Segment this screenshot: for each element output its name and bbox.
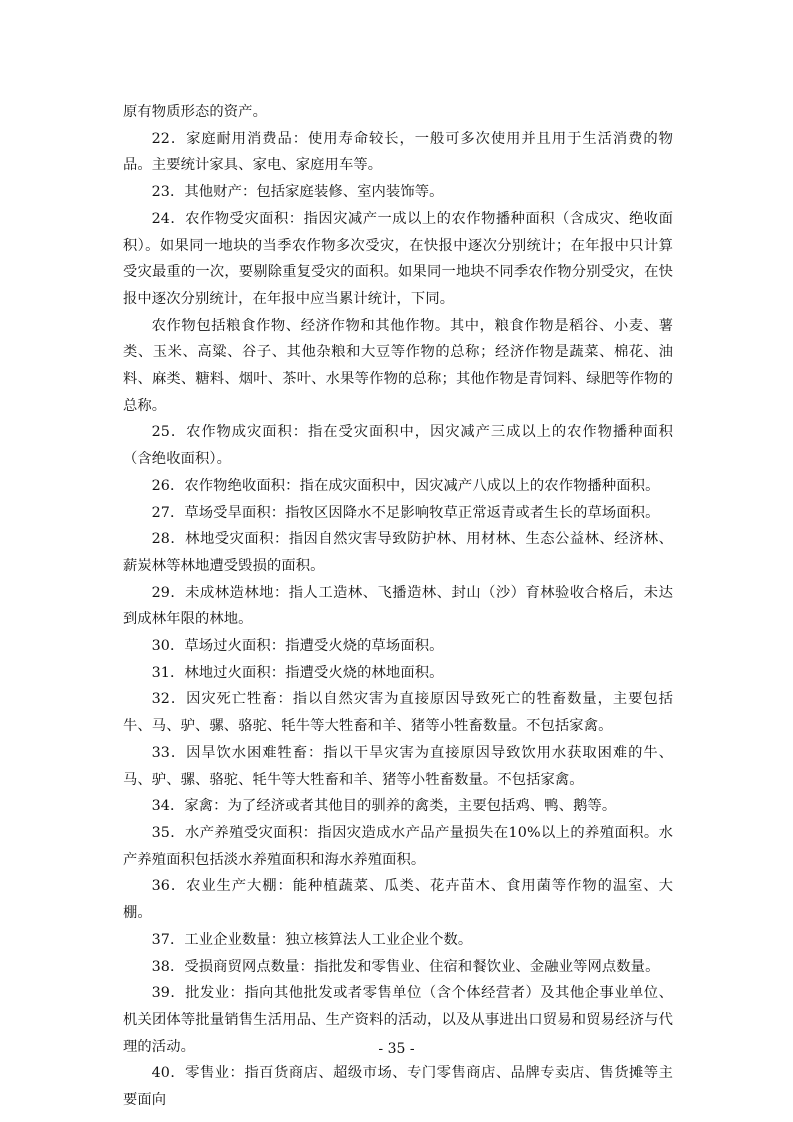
- paragraph: 22．家庭耐用消费品：使用寿命较长，一般可多次使用并且用于生活消费的物品。主要统计家具、家电、家庭用车等。: [123, 130, 673, 174]
- paragraph: 38．受损商贸网点数量：指批发和零售业、住宿和餐饮业、金融业等网点数量。: [151, 958, 660, 975]
- paragraph: 农作物包括粮食作物、经济作物和其他作物。其中，粮食作物是稻谷、小麦、薯类、玉米、高粱、谷子、其他杂粮和大豆等作物的总称；经济作物是蔬菜、棉花、油料、麻类、糖料、烟叶、茶叶、水果等作物的总称；其他作物是青饲料、绿肥等作物的总称。: [123, 317, 673, 414]
- paragraph: 32．因灾死亡牲畜：指以自然灾害为直接原因导致死亡的牲畜数量，主要包括牛、马、驴、骡、骆驼、牦牛等大牲畜和羊、猪等小牲畜数量。不包括家禽。: [123, 691, 673, 735]
- paragraph: 34．家禽：为了经济或者其他目的驯养的禽类，主要包括鸡、鸭、鹅等。: [151, 798, 617, 815]
- page-number: - 35 -: [378, 1041, 415, 1057]
- paragraph: 29．未成林造林地：指人工造林、飞播造林、封山（沙）育林验收合格后，未达到成林年限的林地。: [123, 584, 673, 628]
- paragraph: 35．水产养殖受灾面积：指因灾造成水产品产量损失在10%以上的养殖面积。水产养殖面积包括淡水养殖面积和海水养殖面积。: [123, 824, 673, 868]
- paragraph: 24．农作物受灾面积：指因灾减产一成以上的农作物播种面积（含成灾、绝收面积）。如果同一地块的当季农作物多次受灾，在快报中逐次分别统计；在年报中只计算受灾最重的一次，要剔除重复受灾的面积。如果同一地块不同季农作物分别受灾，在快报中逐次分别统计，在年报中应当累计统计，下同。: [123, 210, 673, 307]
- paragraph: 26．农作物绝收面积：指在成灾面积中，因灾减产八成以上的农作物播种面积。: [151, 477, 660, 494]
- paragraph: 原有物质形态的资产。: [123, 104, 267, 120]
- paragraph: 28．林地受灾面积：指因自然灾害导致防护林、用材林、生态公益林、经济林、薪炭林等林地遭受毁损的面积。: [123, 531, 673, 574]
- paragraph: 39．批发业：指向其他批发或者零售单位（含个体经营者）及其他企事业单位、机关团体等批量销售生活用品、生产资料的活动，以及从事进出口贸易和贸易经济与代理的活动。: [123, 985, 673, 1055]
- paragraph: 31．林地过火面积：指遭受火烧的林地面积。: [151, 664, 444, 681]
- paragraph: 25．农作物成灾面积：指在受灾面积中，因灾减产三成以上的农作物播种面积（含绝收面积）。: [123, 424, 673, 468]
- paragraph: 40．零售业：指百货商店、超级市场、专门零售商店、品牌专卖店、售货摊等主要面向: [123, 1065, 673, 1109]
- paragraph: 30．草场过火面积：指遭受火烧的草场面积。: [151, 638, 444, 655]
- paragraph: 27．草场受旱面积：指牧区因降水不足影响牧草正常返青或者生长的草场面积。: [151, 504, 660, 521]
- paragraph: 33．因旱饮水困难牲畜：指以干旱灾害为直接原因导致饮用水获取困难的牛、马、驴、骡、骆驼、牦牛等大牲畜和羊、猪等小牲畜数量。不包括家禽。: [123, 744, 673, 788]
- document-body: [123, 99, 673, 1114]
- paragraph: 36．农业生产大棚：能种植蔬菜、瓜类、花卉苗木、食用菌等作物的温室、大棚。: [123, 878, 673, 922]
- paragraph: 23．其他财产：包括家庭装修、室内装饰等。: [151, 184, 444, 201]
- paragraph: 37．工业企业数量：独立核算法人工业企业个数。: [151, 931, 473, 948]
